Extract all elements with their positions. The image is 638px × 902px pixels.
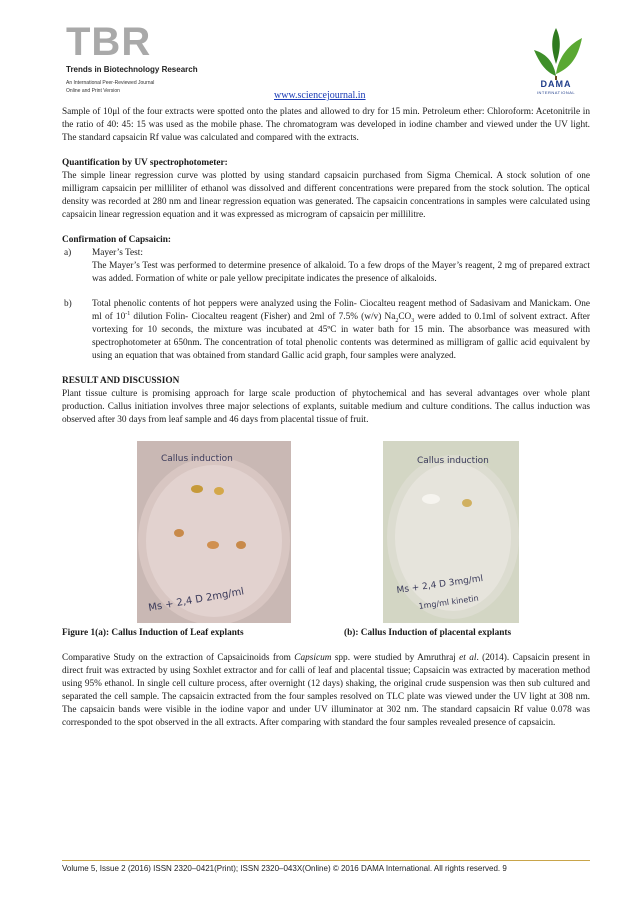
list-body-b — [92, 298, 590, 363]
paragraph-results: Plant tissue culture is promising approach for large scale production of phytochemical and has several advantages over whole plant production. Callus initiation involves three major selections of explants, suitable medium and culture conditions. The callus induction was observed after 30 days from leaf sample and 46 days from placental tissue of fruit. — [62, 389, 590, 425]
journal-version: Online and Print Version — [66, 88, 120, 94]
journal-tagline: An International Peer-Reviewed Journal — [66, 80, 155, 86]
publisher-logo-sub: INTERNATIONAL — [536, 90, 576, 95]
paragraph-extraction — [62, 652, 590, 730]
leaf-callus-photo — [137, 441, 291, 623]
caption-b: (b): Callus Induction of placental explants — [344, 628, 512, 638]
list-item-a — [62, 247, 590, 286]
leaf-photo-label-bottom: Ms + 2,4 D 2mg/ml — [147, 586, 245, 614]
heading-confirmation: Confirmation of Capsaicin: — [62, 235, 171, 245]
extraction-text-3: . (2014). Capsaicin present in direct fruit was extracted by using Soxhlet extractor and for calli of leaf and placental tissue; Capsaicin was extracted by maceration method using 95% ethanol. In single cell culture process, after overnight (12 days) shaking, the original crude suspension was then sub cultured and separated the cell sample. The capsaicin extracted from the four samples resolved on TLC plate was viewed under the UV light at 308 nm. The capsaicin bands were visible in the iodine vapor and under UV illuminator at 302 nm. The standard capsaicin Rf value 0.078 was corresponded to the spot observed in the all extracts. After comparing with standard the four samples revealed presence of capsaicin. — [62, 653, 590, 728]
leaf-photo-label-top: Callus induction — [161, 454, 233, 464]
phenolic-text-3: CO — [398, 312, 412, 322]
list-mark-a: a) — [64, 248, 72, 258]
journal-logo: TBR — [66, 20, 152, 64]
page-header — [0, 0, 638, 105]
site-link[interactable]: www.sciencejournal.in — [274, 90, 366, 101]
extraction-italic-1: Capsicum — [294, 653, 332, 663]
placental-photo-label-bottom-2: 1mg/ml kinetin — [418, 593, 480, 611]
heading-results: RESULT AND DISCUSSION — [62, 376, 180, 386]
list-item-b — [62, 298, 590, 363]
paragraph-tlc: Sample of 10μl of the four extracts were spotted onto the plates and allowed to dry for 15 min. Petroleum ether: Chloroform: Acetonitrile in the ratio of 40: 45: 15 was used as the mobile phase. The chromatogram was developed in iodine chamber and viewed under the UV light. The standard capsaicin Rf value was calculated and compared with the extracts. — [62, 107, 590, 143]
phenolic-text-2: dilution Folin- Ciocalteu reagent (Fisher) and 2ml of 7.5% (w/v) Na — [130, 312, 396, 322]
caption-a: Figure 1(a): Callus Induction of Leaf explants — [62, 628, 244, 638]
journal-name: Trends in Biotechnology Research — [66, 65, 198, 74]
placental-photo-label-top: Callus induction — [417, 456, 489, 466]
publisher-logo-text: DAMA — [540, 79, 572, 89]
phenolic-sub-1: 2 — [395, 317, 399, 324]
phenolic-text-1: Total phenolic contents of hot peppers were analyzed using the Folin- Ciocalteu reagent method of Sadasivam and Manickam. One ml of 10 — [92, 299, 590, 322]
extraction-text-1: Comparative Study on the extraction of Capsaicinoids from — [62, 653, 295, 663]
mayers-test-text: The Mayer’s Test was performed to determine presence of alkaloid. To a few drops of the Mayer’s reagent, 2 mg of prepared extract was added. Formation of white or pale yellow precipitate indicates the presence of alkaloids. — [92, 261, 590, 284]
list-mark-b: b) — [64, 299, 72, 309]
heading-uv: Quantification by UV spectrophotometer: — [62, 158, 228, 168]
placental-callus-photo — [383, 441, 519, 623]
figure-panel — [62, 441, 590, 624]
phenolic-sup: -1 — [125, 310, 131, 317]
list-body-a — [92, 247, 590, 286]
extraction-text-2: spp. were studied by Amruthraj — [331, 653, 460, 663]
phenolic-sub-2: 3 — [411, 317, 415, 324]
figure-caption — [62, 627, 590, 640]
placental-photo-label-bottom-1: Ms + 2,4 D 3mg/ml — [396, 573, 484, 596]
phenolic-text-4: were added to 0.1ml of solvent extract. After vortexing for 10 seconds, the mixture was incubated at 45ºC in water bath for 15 min. The absorbance was measured with spectrophotometer at 650nm. The concentration of total phenolic contents was determined as milligram of gallic acid equivalent by using an equation that was obtained from standard Gallic acid graph, four samples were analyzed. — [92, 312, 590, 361]
article-body — [62, 106, 590, 730]
mayers-test-title: Mayer’s Test: — [92, 248, 143, 258]
page-footer: Volume 5, Issue 2 (2016) ISSN 2320–0421(Print); ISSN 2320–043X(Online) © 2016 DAMA International. All rights reserved. 9 — [62, 860, 590, 873]
paragraph-uv: The simple linear regression curve was plotted by using standard capsaicin purchased from Sigma Chemical. A stock solution of one milligram capsaicin per milliliter of ethanol was dissolved and different concentrations were prepared from the stock solution. The optical density was recorded at 280 nm and linear regression equation was generated. The capsaicin concentrations in samples were calculated using capsaicin linear regression equation and it was expressed as microgram of capsaicin per millilitre. — [62, 171, 590, 220]
extraction-italic-2: et al — [459, 653, 477, 663]
